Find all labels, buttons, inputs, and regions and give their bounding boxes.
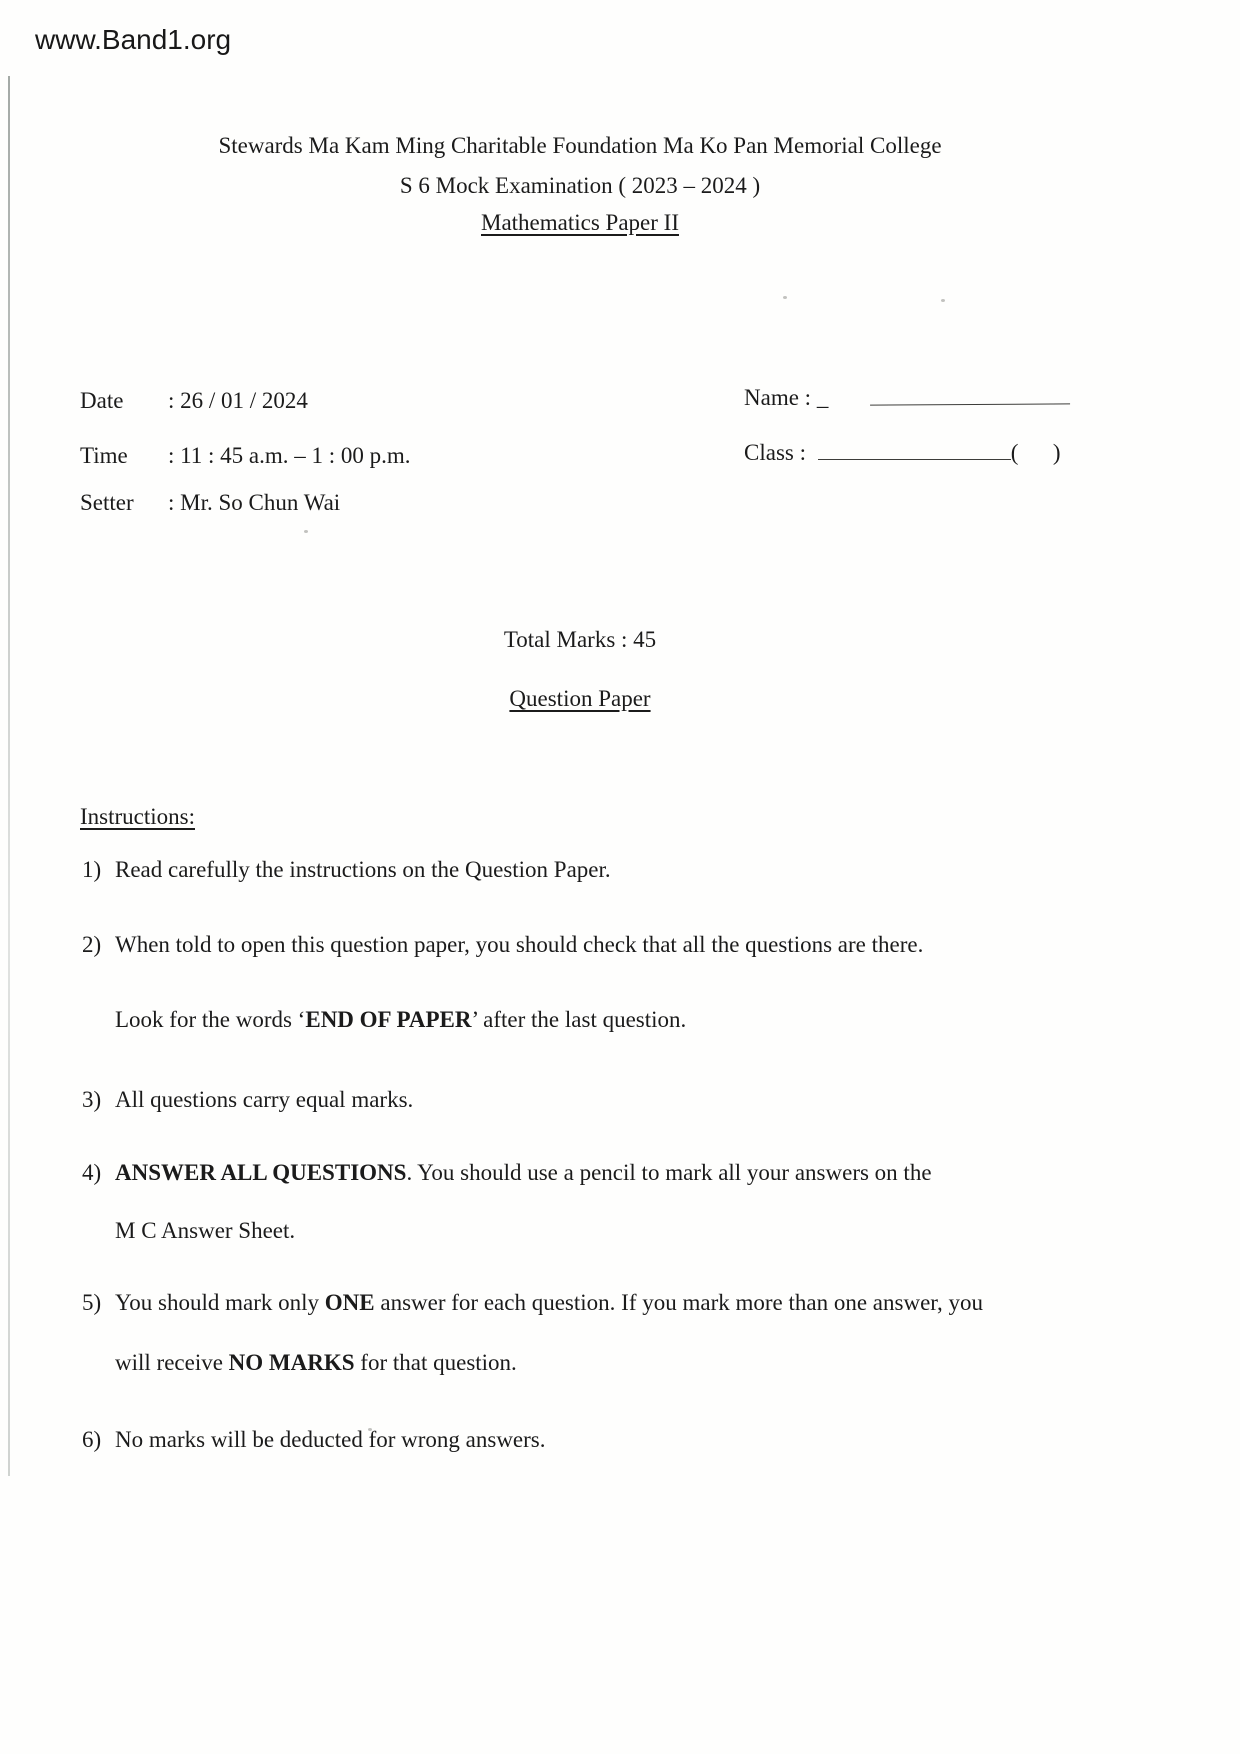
answer-all-questions-bold: ANSWER ALL QUESTIONS (115, 1160, 407, 1185)
total-marks: Total Marks : 45 (503, 627, 657, 652)
instruction-2-number: 2) (82, 932, 102, 957)
scan-speck (783, 296, 787, 299)
scan-speck (304, 530, 308, 533)
instruction-1-text: Read carefully the instructions on the Question Paper. (115, 857, 611, 882)
paper-subject-title (80, 208, 1080, 238)
date-value: : 26 / 01 / 2024 (168, 388, 308, 413)
instruction-2-text: When told to open this question paper, you should check that all the questions are there. (115, 932, 924, 957)
instruction-1-number: 1) (82, 857, 102, 882)
end-of-paper-bold: END OF PAPER (305, 1007, 472, 1032)
instruction-4-cont-text: M C Answer Sheet. (115, 1218, 296, 1243)
name-field (744, 382, 1070, 413)
instruction-4-text: ANSWER ALL QUESTIONS. You should use a pencil to mark all your answers on the (115, 1160, 932, 1185)
name-label: Name : (744, 385, 812, 410)
setter-value: : Mr. So Chun Wai (168, 490, 341, 515)
date-label: Date (80, 388, 124, 413)
instruction-5-text: You should mark only ONE answer for each question. If you mark more than one answer, you (115, 1290, 984, 1315)
name-underscore-mark: _ (816, 385, 829, 410)
school-name: Stewards Ma Kam Ming Charitable Foundation Ma Ko Pan Memorial College (218, 133, 942, 158)
instructions-heading-line (80, 802, 195, 832)
time-value: : 11 : 45 a.m. – 1 : 00 p.m. (168, 443, 411, 468)
scan-speck (941, 299, 945, 302)
one-bold: ONE (324, 1290, 375, 1315)
instruction-4-number: 4) (82, 1160, 102, 1185)
instruction-5-cont-text: will receive NO MARKS for that question. (115, 1350, 517, 1375)
class-label: Class : (744, 440, 806, 465)
instruction-6-text: No marks will be deducted for wrong answers. (115, 1427, 546, 1452)
instruction-6-number: 6) (82, 1427, 102, 1452)
time-label: Time (80, 443, 128, 468)
name-blank-line (870, 381, 1070, 405)
class-blank-line (818, 437, 1011, 460)
exam-title: S 6 Mock Examination ( 2023 – 2024 ) (399, 173, 761, 198)
class-field (744, 437, 1061, 468)
setter-label: Setter (80, 490, 134, 515)
paper-subject-text: Mathematics Paper II (481, 210, 679, 235)
paper-type-line (80, 684, 1080, 714)
instruction-3-number: 3) (82, 1087, 102, 1112)
paper-type-text: Question Paper (509, 686, 651, 711)
site-watermark: www.Band1.org (35, 24, 232, 55)
instruction-3-text: All questions carry equal marks. (115, 1087, 414, 1112)
instruction-2-cont-text: Look for the words ‘END OF PAPER’ after the last question. (115, 1007, 687, 1032)
class-number-parens: ( ) (1010, 440, 1061, 465)
no-marks-bold: NO MARKS (228, 1350, 355, 1375)
instruction-5-number: 5) (82, 1290, 102, 1315)
instructions-heading: Instructions: (80, 804, 195, 829)
scan-artifact-line (8, 76, 10, 1476)
